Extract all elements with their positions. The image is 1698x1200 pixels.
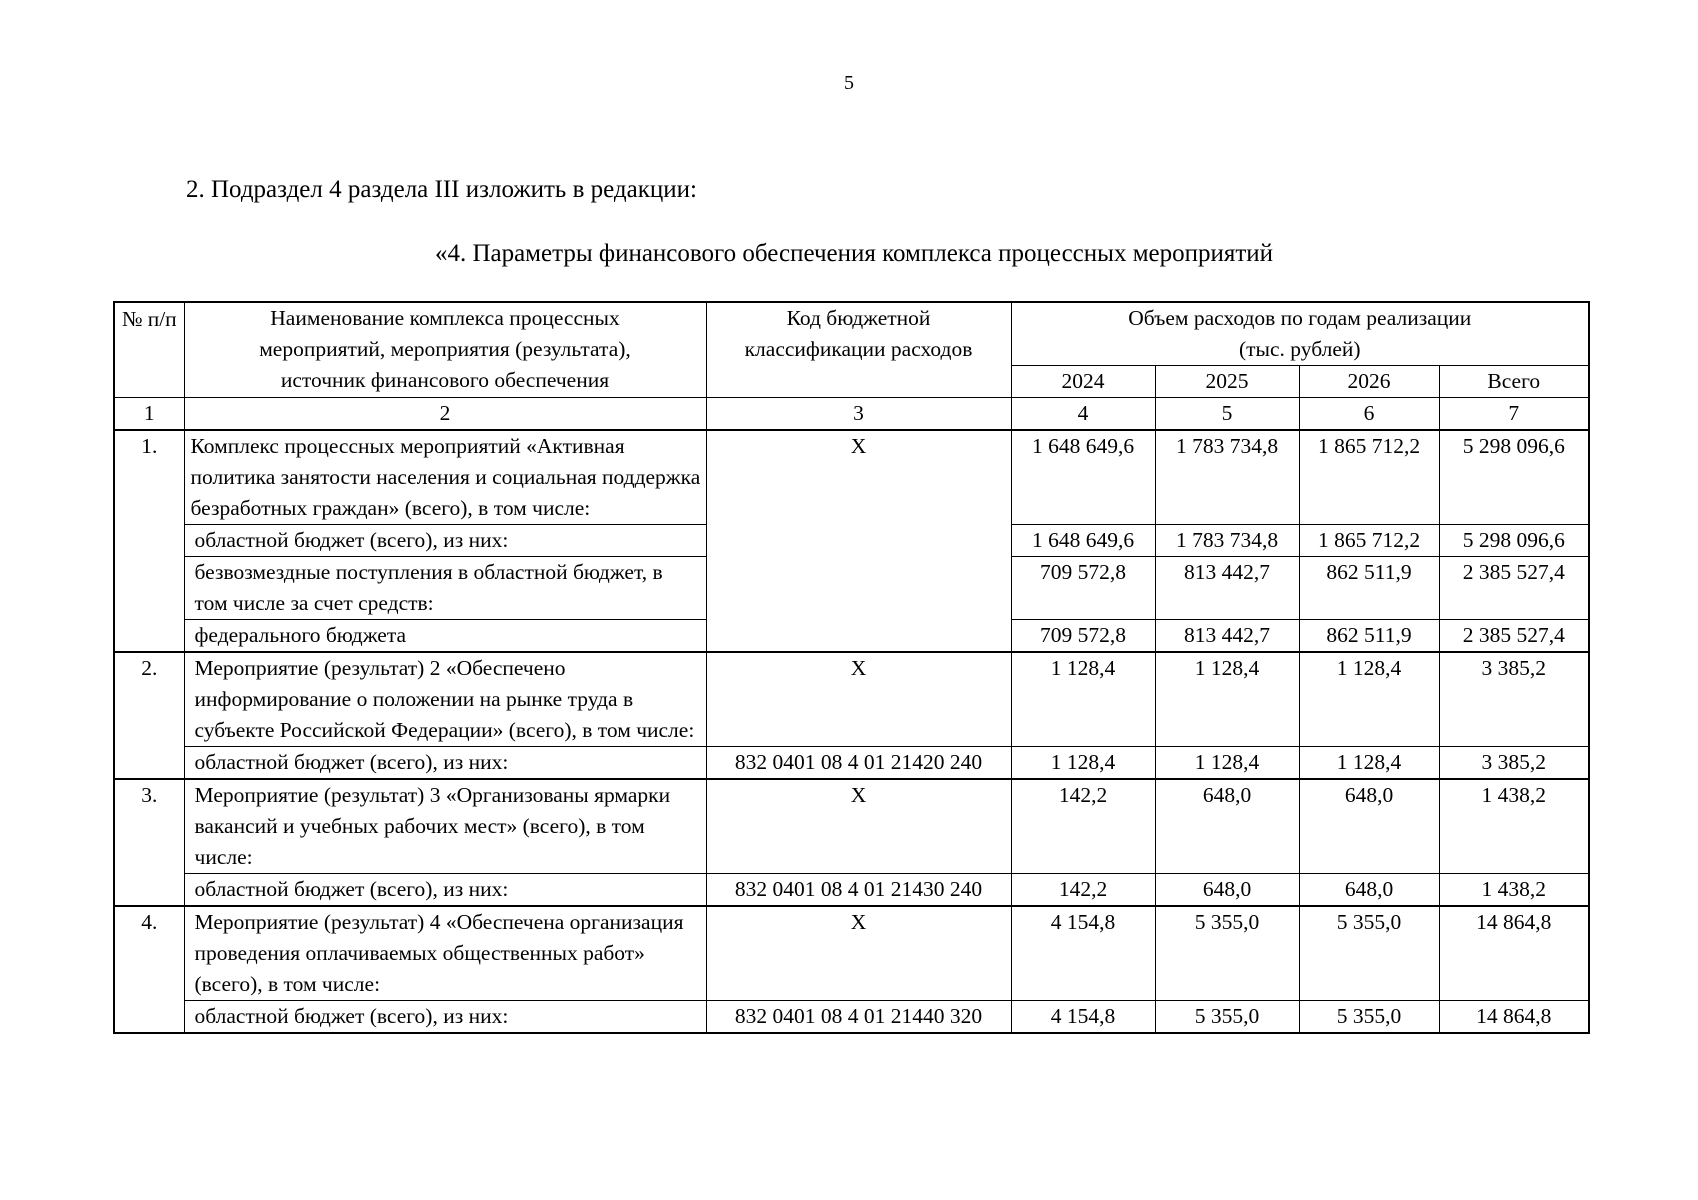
column-number: 3: [706, 398, 1011, 431]
value-2026: 648,0: [1299, 874, 1439, 907]
value-2024: 1 648 649,6: [1011, 430, 1155, 525]
value-2025: 1 128,4: [1155, 747, 1299, 780]
header-year-2024: 2024: [1011, 366, 1155, 398]
value-2025: 813 442,7: [1155, 620, 1299, 653]
row-code: 832 0401 08 4 01 21430 240: [706, 874, 1011, 907]
value-total: 2 385 527,4: [1439, 557, 1589, 620]
column-number: 4: [1011, 398, 1155, 431]
header-volume-title: Объем расходов по годам реализации: [1128, 306, 1472, 330]
value-2025: 648,0: [1155, 779, 1299, 874]
row-name: Мероприятие (результат) 3 «Организованы ярмарки вакансий и учебных рабочих мест» (всего), в том числе:: [184, 779, 706, 874]
value-total: 5 298 096,6: [1439, 430, 1589, 525]
column-number: 1: [114, 398, 184, 431]
header-volume-unit: (тыс. рублей): [1238, 337, 1361, 361]
value-2025: 1 783 734,8: [1155, 430, 1299, 525]
value-2024: 709 572,8: [1011, 620, 1155, 653]
value-2025: 5 355,0: [1155, 1001, 1299, 1034]
table-row: [114, 1001, 1589, 1034]
row-code: Х: [706, 652, 1011, 747]
financing-table: [113, 301, 1590, 1034]
value-total: 2 385 527,4: [1439, 620, 1589, 653]
header-num: № п/п: [114, 302, 184, 398]
row-number: 4.: [114, 906, 184, 1033]
value-total: 3 385,2: [1439, 747, 1589, 780]
value-2025: 5 355,0: [1155, 906, 1299, 1001]
value-2026: 862 511,9: [1299, 557, 1439, 620]
value-total: 14 864,8: [1439, 906, 1589, 1001]
row-number: 2.: [114, 652, 184, 779]
table-row: [114, 652, 1589, 747]
value-2024: 142,2: [1011, 874, 1155, 907]
value-2024: 1 128,4: [1011, 652, 1155, 747]
value-2025: 1 128,4: [1155, 652, 1299, 747]
value-2024: 709 572,8: [1011, 557, 1155, 620]
value-total: 3 385,2: [1439, 652, 1589, 747]
column-number: 7: [1439, 398, 1589, 431]
value-2024: 4 154,8: [1011, 906, 1155, 1001]
row-name: областной бюджет (всего), из них:: [184, 1001, 706, 1034]
value-2025: 1 783 734,8: [1155, 525, 1299, 557]
table-row: [114, 906, 1589, 1001]
row-name: Мероприятие (результат) 4 «Обеспечена организация проведения оплачиваемых общественных работ» (всего), в том числе:: [184, 906, 706, 1001]
section-heading: [0, 240, 1698, 268]
header-year-2026: 2026: [1299, 366, 1439, 398]
header-volume: [1011, 302, 1589, 366]
value-2026: 1 128,4: [1299, 747, 1439, 780]
column-number: 6: [1299, 398, 1439, 431]
page-number: 5: [844, 72, 854, 94]
row-number: 3.: [114, 779, 184, 906]
column-number: 5: [1155, 398, 1299, 431]
value-2026: 1 128,4: [1299, 652, 1439, 747]
row-code: Х: [706, 430, 1011, 652]
value-2026: 1 865 712,2: [1299, 525, 1439, 557]
row-name: Мероприятие (результат) 2 «Обеспечено информирование о положении на рынке труда в субъекте Российской Федерации» (всего), в том числе:: [184, 652, 706, 747]
value-2024: 4 154,8: [1011, 1001, 1155, 1034]
value-2026: 1 865 712,2: [1299, 430, 1439, 525]
section-heading-text: «4. Параметры финансового обеспечения комплекса процессных мероприятий: [434, 240, 1274, 267]
header-row-1: [114, 302, 1589, 366]
row-number: 1.: [114, 430, 184, 652]
value-2024: 142,2: [1011, 779, 1155, 874]
value-2025: 648,0: [1155, 874, 1299, 907]
row-name: федерального бюджета: [184, 620, 706, 653]
row-name: областной бюджет (всего), из них:: [184, 874, 706, 907]
row-name: Комплекс процессных мероприятий «Активная политика занятости населения и социальная поддержка безработных граждан» (всего), в том числе:: [184, 430, 706, 525]
column-number: 2: [184, 398, 706, 431]
row-code: Х: [706, 779, 1011, 874]
row-name: безвозмездные поступления в областной бюджет, в том числе за счет средств:: [184, 557, 706, 620]
value-2026: 648,0: [1299, 779, 1439, 874]
header-name: Наименование комплекса процессных мероприятий, мероприятия (результата), источник финансового обеспечения: [184, 302, 706, 398]
value-2026: 5 355,0: [1299, 906, 1439, 1001]
header-year-2025: 2025: [1155, 366, 1299, 398]
value-total: 5 298 096,6: [1439, 525, 1589, 557]
value-total: 1 438,2: [1439, 779, 1589, 874]
row-name: областной бюджет (всего), из них:: [184, 525, 706, 557]
table-row: [114, 430, 1589, 525]
row-name: областной бюджет (всего), из них:: [184, 747, 706, 780]
column-number-row: [114, 398, 1589, 431]
table-row: [114, 874, 1589, 907]
value-2024: 1 648 649,6: [1011, 525, 1155, 557]
value-2026: 862 511,9: [1299, 620, 1439, 653]
intro-text: 2. Подраздел 4 раздела III изложить в редакции:: [186, 176, 697, 203]
table-row: [114, 747, 1589, 780]
row-code: 832 0401 08 4 01 21440 320: [706, 1001, 1011, 1034]
value-2026: 5 355,0: [1299, 1001, 1439, 1034]
value-total: 1 438,2: [1439, 874, 1589, 907]
header-code: Код бюджетной классификации расходов: [706, 302, 1011, 398]
value-2024: 1 128,4: [1011, 747, 1155, 780]
value-2025: 813 442,7: [1155, 557, 1299, 620]
header-total: Всего: [1439, 366, 1589, 398]
row-code: Х: [706, 906, 1011, 1001]
table-row: [114, 779, 1589, 874]
value-total: 14 864,8: [1439, 1001, 1589, 1034]
row-code: 832 0401 08 4 01 21420 240: [706, 747, 1011, 780]
